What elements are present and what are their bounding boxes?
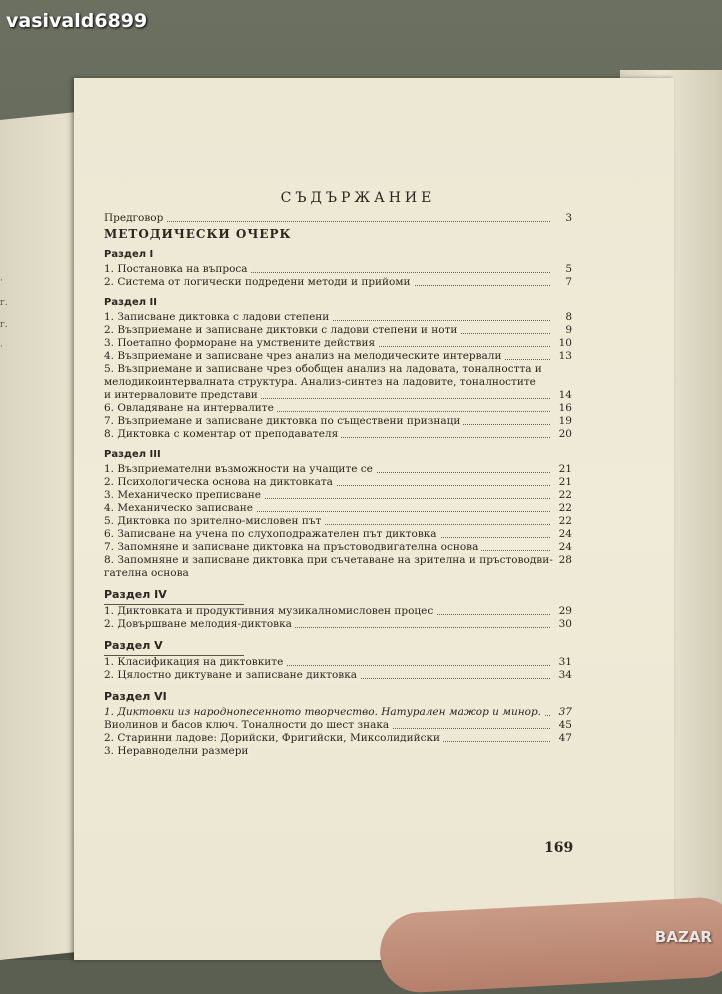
section-title: Раздел V xyxy=(104,639,163,652)
bazar-logo: BAZAR xyxy=(654,928,712,946)
toc-section xyxy=(104,449,572,580)
toc-entry-page: 22 xyxy=(558,489,572,501)
toc-entry xyxy=(104,605,572,618)
toc-entry xyxy=(104,415,572,428)
toc-entry-page: 9 xyxy=(565,324,572,336)
toc-entry xyxy=(104,311,572,324)
toc-entry-page: 28 xyxy=(558,554,572,566)
left-page-edge xyxy=(0,112,80,960)
toc-entry-label: мелодикоинтервалната структура. Анализ-синтез на ладовите, тоналностите xyxy=(104,376,539,389)
toc-entry-label: 4. Възприемане и записване чрез анализ на мелодическите интервали xyxy=(104,350,504,363)
toc-entry-page: 5 xyxy=(565,263,572,275)
toc-entry-label: и интерваловите представи xyxy=(104,389,261,402)
toc-entry xyxy=(104,656,572,669)
toc-entry-label: 4. Механическо записване xyxy=(104,502,256,515)
toc-entry-label: 3. Механическо преписване xyxy=(104,489,264,502)
toc-entry-label: 7. Възприемане и записване диктовка по съществени признаци xyxy=(104,415,463,428)
toc-entry-label: 3. Поетапно формоpане на умствените действия xyxy=(104,337,378,350)
toc-title: СЪДЪРЖАНИЕ xyxy=(280,190,436,206)
toc-entry xyxy=(104,732,572,745)
toc-entry-page: 22 xyxy=(558,515,572,527)
toc-entry xyxy=(104,567,572,580)
toc-entry-label: 1. Записване диктовка с ладови степени xyxy=(104,311,332,324)
section-title: Раздел I xyxy=(104,249,154,260)
toc-entry-page: 21 xyxy=(558,463,572,475)
toc-entry-label: 2. Психологическа основа на диктовката xyxy=(104,476,336,489)
toc-entry-page: 19 xyxy=(558,415,572,427)
toc-entry xyxy=(104,276,572,289)
toc-entry-page: 8 xyxy=(565,311,572,323)
toc-entry xyxy=(104,263,572,276)
toc-entry-page: 16 xyxy=(558,402,572,414)
toc-entry-page: 34 xyxy=(558,669,572,681)
toc-entry xyxy=(104,402,572,415)
toc-entry xyxy=(104,324,572,337)
table-of-contents xyxy=(104,190,572,758)
toc-entry-label: 2. Система от логически подредени методи и прийоми xyxy=(104,276,414,289)
toc-entry xyxy=(104,463,572,476)
toc-entry xyxy=(104,476,572,489)
toc-entry-label: 8. Запомняне и записване диктовка при съчетаване на зрителна и пръстоводви- xyxy=(104,554,556,567)
toc-entry-label: 1. Възприемателни възможности на учащите се xyxy=(104,463,376,476)
toc-section xyxy=(104,639,572,682)
toc-section xyxy=(104,690,572,758)
toc-entry-label: 3. Неравноделни размери xyxy=(104,745,251,758)
toc-entry-page: 10 xyxy=(558,337,572,349)
toc-entry-label: 2. Цялостно диктуване и записване диктовка xyxy=(104,669,360,682)
toc-section xyxy=(104,297,572,441)
toc-entry xyxy=(104,363,572,376)
toc-entry-label: 6. Записване на учена по слухоподражателен път диктовка xyxy=(104,528,440,541)
toc-entry xyxy=(104,502,572,515)
toc-entry-page: 7 xyxy=(565,276,572,288)
toc-entry-page: 24 xyxy=(558,528,572,540)
toc-entry-label: 1. Постановка на въпроса xyxy=(104,263,251,276)
page-number: 169 xyxy=(544,840,574,856)
toc-entry xyxy=(104,389,572,402)
toc-entry-label: 1. Диктовката и продуктивния музикалномисловен процес xyxy=(104,605,436,618)
toc-entry-page: 31 xyxy=(558,656,572,668)
toc-entry xyxy=(104,541,572,554)
intro-title: МЕТОДИЧЕСКИ ОЧЕРК xyxy=(104,227,292,241)
toc-entry-page: 29 xyxy=(558,605,572,617)
toc-entry xyxy=(104,337,572,350)
toc-entry-label: 5. Възприемане и записване чрез обобщен анализ на ладовата, тоналността и xyxy=(104,363,545,376)
toc-entry xyxy=(104,554,572,567)
toc-section xyxy=(104,588,572,631)
toc-entry-page: 22 xyxy=(558,502,572,514)
toc-entry-label: 5. Диктовка по зрително-мисловен път xyxy=(104,515,324,528)
toc-entry-page: 20 xyxy=(558,428,572,440)
toc-entry xyxy=(104,376,572,389)
toc-entry xyxy=(104,528,572,541)
toc-entry xyxy=(104,669,572,682)
watermark-username: vasivald6899 xyxy=(6,10,148,32)
book-page xyxy=(74,78,674,960)
toc-entry-label: 1. Диктовки из народнопесенното творчество. Натурален мажор и минор. xyxy=(104,706,544,719)
toc-entry-label: Виолинов и басов ключ. Тоналности до шест знака xyxy=(104,719,392,732)
toc-entry xyxy=(104,515,572,528)
toc-entry-page: 37 xyxy=(558,706,572,718)
toc-entry xyxy=(104,489,572,502)
toc-entry xyxy=(104,706,572,719)
toc-entry-page: 47 xyxy=(558,732,572,744)
toc-entry-label: 2. Възприемане и записване диктовки с ладови степени и ноти xyxy=(104,324,460,337)
toc-entry xyxy=(104,428,572,441)
toc-entry xyxy=(104,618,572,631)
toc-entry-page: 21 xyxy=(558,476,572,488)
sections-container xyxy=(104,249,572,758)
toc-entry-page: 24 xyxy=(558,541,572,553)
left-page-marks: · г. г. · xyxy=(0,276,8,352)
toc-section xyxy=(104,249,572,289)
toc-entry-label: 8. Диктовка с коментар от преподавателя xyxy=(104,428,341,441)
toc-entry-label: 2. Старинни ладове: Дорийски, Фригийски, Миксолидийски xyxy=(104,732,443,745)
toc-entry xyxy=(104,719,572,732)
toc-entry-page: 13 xyxy=(558,350,572,362)
toc-entry-label: 7. Запомняне и записване диктовка на пръстоводвигателна основа xyxy=(104,541,481,554)
section-title: Раздел VI xyxy=(104,690,167,703)
toc-entry-page: 14 xyxy=(558,389,572,401)
toc-entry-label: гателна основа xyxy=(104,567,192,580)
toc-entry xyxy=(104,745,572,758)
toc-entry-page: 45 xyxy=(558,719,572,731)
toc-entry xyxy=(104,350,572,363)
toc-entry-page: 30 xyxy=(558,618,572,630)
section-title: Раздел II xyxy=(104,297,157,308)
section-title: Раздел III xyxy=(104,449,161,460)
toc-entry-label: 6. Овладяване на интервалите xyxy=(104,402,277,415)
section-title: Раздел IV xyxy=(104,588,167,601)
toc-entry-preface: Предговор 3 xyxy=(104,212,572,224)
toc-entry-label: 1. Класификация на диктовките xyxy=(104,656,286,669)
toc-entry-label: 2. Довършване мелодия-диктовка xyxy=(104,618,295,631)
